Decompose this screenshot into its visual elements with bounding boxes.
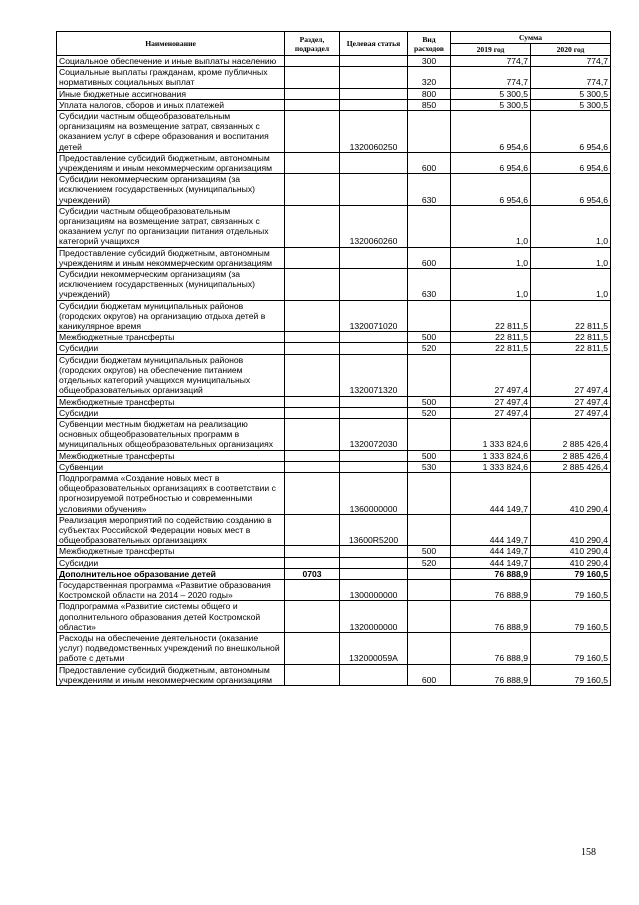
cell-2019: 1 333 824,6 <box>451 418 531 450</box>
cell-name: Социальные выплаты гражданам, кроме публичных нормативных социальных выплат <box>57 67 285 88</box>
cell-2020: 1,0 <box>531 247 611 268</box>
cell-kind: 500 <box>408 546 451 557</box>
cell-2020: 410 290,4 <box>531 472 611 514</box>
cell-section <box>285 343 340 354</box>
cell-target <box>340 396 408 407</box>
cell-kind: 530 <box>408 461 451 472</box>
cell-2019: 22 811,5 <box>451 343 531 354</box>
cell-2020: 1,0 <box>531 269 611 301</box>
cell-name: Подпрограмма «Развитие системы общего и дополнительного образования детей Костромской области» <box>57 601 285 633</box>
cell-name: Социальное обеспечение и иные выплаты населению <box>57 56 285 67</box>
table-row <box>57 568 611 579</box>
cell-2020: 27 497,4 <box>531 407 611 418</box>
cell-2019: 76 888,9 <box>451 632 531 664</box>
cell-name: Межбюджетные трансферты <box>57 546 285 557</box>
cell-name: Субвенции местным бюджетам на реализацию основных общеобразовательных программ в муниципальных общеобразовательных организациях <box>57 418 285 450</box>
cell-target <box>340 546 408 557</box>
cell-target <box>340 56 408 67</box>
cell-2020: 22 811,5 <box>531 343 611 354</box>
cell-kind: 520 <box>408 343 451 354</box>
table-row <box>57 461 611 472</box>
cell-kind: 500 <box>408 332 451 343</box>
cell-2019: 1 333 824,6 <box>451 450 531 461</box>
table-row <box>57 88 611 99</box>
cell-kind: 800 <box>408 88 451 99</box>
cell-section <box>285 88 340 99</box>
cell-kind <box>408 601 451 633</box>
cell-section <box>285 300 340 332</box>
table-row <box>57 557 611 568</box>
cell-target: 1300000000 <box>340 579 408 600</box>
cell-2020: 79 160,5 <box>531 601 611 633</box>
cell-2019: 5 300,5 <box>451 99 531 110</box>
cell-name: Предоставление субсидий бюджетным, автономным учреждениям и иным некоммерческим организациям <box>57 247 285 268</box>
table-row <box>57 418 611 450</box>
cell-section: 0703 <box>285 568 340 579</box>
cell-name: Расходы на обеспечение деятельности (оказание услуг) подведомственных учреждений по внешкольной работе с детьми <box>57 632 285 664</box>
cell-section <box>285 601 340 633</box>
cell-target <box>340 407 408 418</box>
cell-target <box>340 664 408 685</box>
cell-2020: 1,0 <box>531 205 611 247</box>
table-row <box>57 152 611 173</box>
cell-target <box>340 269 408 301</box>
cell-name: Уплата налогов, сборов и иных платежей <box>57 99 285 110</box>
cell-name: Дополнительное образование детей <box>57 568 285 579</box>
cell-2020: 22 811,5 <box>531 332 611 343</box>
cell-name: Предоставление субсидий бюджетным, автономным учреждениям и иным некоммерческим организациям <box>57 664 285 685</box>
cell-kind: 600 <box>408 152 451 173</box>
cell-target: 1320071320 <box>340 354 408 396</box>
cell-section <box>285 546 340 557</box>
cell-2019: 27 497,4 <box>451 354 531 396</box>
cell-section <box>285 332 340 343</box>
cell-target: 132000059А <box>340 632 408 664</box>
cell-2020: 27 497,4 <box>531 354 611 396</box>
cell-kind: 320 <box>408 67 451 88</box>
cell-kind: 600 <box>408 247 451 268</box>
cell-target: 1320000000 <box>340 601 408 633</box>
cell-section <box>285 174 340 206</box>
cell-2019: 6 954,6 <box>451 152 531 173</box>
cell-kind: 520 <box>408 557 451 568</box>
cell-section <box>285 247 340 268</box>
table-row <box>57 99 611 110</box>
cell-name: Субвенции <box>57 461 285 472</box>
cell-section <box>285 111 340 153</box>
table-row <box>57 332 611 343</box>
cell-2020: 410 290,4 <box>531 546 611 557</box>
cell-2020: 79 160,5 <box>531 664 611 685</box>
cell-kind <box>408 632 451 664</box>
cell-section <box>285 557 340 568</box>
cell-name: Межбюджетные трансферты <box>57 450 285 461</box>
cell-kind: 500 <box>408 450 451 461</box>
cell-2020: 2 885 426,4 <box>531 461 611 472</box>
cell-2020: 22 811,5 <box>531 300 611 332</box>
table-row <box>57 67 611 88</box>
cell-2020: 2 885 426,4 <box>531 418 611 450</box>
cell-target: 13600R5200 <box>340 514 408 546</box>
header-target: Целевая статья <box>340 32 408 56</box>
cell-2019: 774,7 <box>451 67 531 88</box>
cell-2019: 76 888,9 <box>451 664 531 685</box>
cell-2019: 1 333 824,6 <box>451 461 531 472</box>
cell-target <box>340 247 408 268</box>
cell-target <box>340 343 408 354</box>
table-row <box>57 269 611 301</box>
cell-name: Субсидии бюджетам муниципальных районов (городских округов) на обеспечение питанием отдельных категорий учащихся муниципальных общеобразовательных организаций <box>57 354 285 396</box>
cell-section <box>285 67 340 88</box>
cell-target: 1360000000 <box>340 472 408 514</box>
cell-target <box>340 568 408 579</box>
cell-name: Межбюджетные трансферты <box>57 396 285 407</box>
table-row <box>57 300 611 332</box>
cell-name: Субсидии бюджетам муниципальных районов (городских округов) на организацию отдыха детей в каникулярное время <box>57 300 285 332</box>
header-year-2019: 2019 год <box>451 44 531 56</box>
cell-2020: 6 954,6 <box>531 111 611 153</box>
header-sum: Сумма <box>451 32 611 44</box>
cell-2019: 27 497,4 <box>451 407 531 418</box>
cell-target <box>340 88 408 99</box>
cell-name: Реализация мероприятий по содействию созданию в субъектах Российской Федерации новых мест в общеобразовательных организациях <box>57 514 285 546</box>
cell-2020: 79 160,5 <box>531 632 611 664</box>
cell-kind: 520 <box>408 407 451 418</box>
cell-2019: 6 954,6 <box>451 111 531 153</box>
cell-kind: 300 <box>408 56 451 67</box>
cell-kind <box>408 514 451 546</box>
cell-section <box>285 99 340 110</box>
cell-target <box>340 450 408 461</box>
table-row <box>57 514 611 546</box>
cell-2020: 774,7 <box>531 67 611 88</box>
cell-target <box>340 174 408 206</box>
table-row <box>57 450 611 461</box>
table-row <box>57 546 611 557</box>
cell-name: Государственная программа «Развитие образования Костромской области на 2014 – 2020 годы» <box>57 579 285 600</box>
cell-2019: 27 497,4 <box>451 396 531 407</box>
cell-section <box>285 664 340 685</box>
table-row <box>57 407 611 418</box>
table-row <box>57 354 611 396</box>
cell-2020: 410 290,4 <box>531 514 611 546</box>
cell-kind: 600 <box>408 664 451 685</box>
cell-2019: 76 888,9 <box>451 568 531 579</box>
cell-kind <box>408 418 451 450</box>
cell-kind <box>408 354 451 396</box>
cell-2019: 6 954,6 <box>451 174 531 206</box>
cell-section <box>285 354 340 396</box>
header-kind: Вид расходов <box>408 32 451 56</box>
table-header <box>57 32 611 56</box>
table-row <box>57 664 611 685</box>
cell-kind <box>408 300 451 332</box>
budget-table <box>56 31 611 686</box>
cell-2020: 79 160,5 <box>531 579 611 600</box>
cell-section <box>285 56 340 67</box>
cell-name: Субсидии некоммерческим организациям (за исключением государственных (муниципальных) учреждений) <box>57 174 285 206</box>
cell-kind: 630 <box>408 174 451 206</box>
cell-target: 1320060250 <box>340 111 408 153</box>
cell-section <box>285 579 340 600</box>
table-body <box>57 56 611 686</box>
cell-name: Подпрограмма «Создание новых мест в общеобразовательных организациях в соответствии с прогнозируемой потребностью и современными условиями обучения» <box>57 472 285 514</box>
cell-section <box>285 152 340 173</box>
cell-2020: 79 160,5 <box>531 568 611 579</box>
cell-2019: 22 811,5 <box>451 332 531 343</box>
table-row <box>57 205 611 247</box>
cell-2019: 444 149,7 <box>451 514 531 546</box>
cell-kind <box>408 111 451 153</box>
cell-2019: 444 149,7 <box>451 557 531 568</box>
cell-2020: 6 954,6 <box>531 152 611 173</box>
cell-name: Межбюджетные трансферты <box>57 332 285 343</box>
cell-section <box>285 632 340 664</box>
cell-2019: 76 888,9 <box>451 601 531 633</box>
cell-2020: 774,7 <box>531 56 611 67</box>
cell-target <box>340 557 408 568</box>
cell-section <box>285 450 340 461</box>
cell-name: Субсидии <box>57 343 285 354</box>
cell-target: 1320072030 <box>340 418 408 450</box>
cell-kind <box>408 568 451 579</box>
cell-name: Субсидии частным общеобразовательным организациям на возмещение затрат, связанных с оказанием услуг в сфере образования и воспитания детей <box>57 111 285 153</box>
cell-section <box>285 472 340 514</box>
cell-name: Предоставление субсидий бюджетным, автономным учреждениям и иным некоммерческим организациям <box>57 152 285 173</box>
cell-name: Иные бюджетные ассигнования <box>57 88 285 99</box>
cell-2019: 5 300,5 <box>451 88 531 99</box>
cell-kind: 500 <box>408 396 451 407</box>
cell-2019: 774,7 <box>451 56 531 67</box>
cell-2019: 1,0 <box>451 247 531 268</box>
cell-2020: 5 300,5 <box>531 99 611 110</box>
table-row <box>57 632 611 664</box>
cell-name: Субсидии <box>57 557 285 568</box>
cell-section <box>285 461 340 472</box>
cell-section <box>285 269 340 301</box>
cell-kind: 850 <box>408 99 451 110</box>
table-row <box>57 56 611 67</box>
cell-2020: 6 954,6 <box>531 174 611 206</box>
cell-2020: 410 290,4 <box>531 557 611 568</box>
table-row <box>57 472 611 514</box>
cell-kind: 630 <box>408 269 451 301</box>
cell-target <box>340 67 408 88</box>
table-row <box>57 111 611 153</box>
cell-2020: 5 300,5 <box>531 88 611 99</box>
table-row <box>57 174 611 206</box>
cell-2020: 27 497,4 <box>531 396 611 407</box>
cell-kind <box>408 205 451 247</box>
cell-2019: 1,0 <box>451 205 531 247</box>
cell-2020: 2 885 426,4 <box>531 450 611 461</box>
header-section: Раздел, подраздел <box>285 32 340 56</box>
cell-section <box>285 396 340 407</box>
cell-section <box>285 418 340 450</box>
budget-sheet <box>56 31 610 686</box>
cell-kind <box>408 472 451 514</box>
table-row <box>57 247 611 268</box>
cell-target <box>340 152 408 173</box>
cell-target <box>340 332 408 343</box>
cell-section <box>285 205 340 247</box>
table-row <box>57 579 611 600</box>
cell-2019: 22 811,5 <box>451 300 531 332</box>
cell-name: Субсидии <box>57 407 285 418</box>
cell-2019: 76 888,9 <box>451 579 531 600</box>
cell-target <box>340 99 408 110</box>
table-row <box>57 396 611 407</box>
cell-section <box>285 407 340 418</box>
header-name: Наименование <box>57 32 285 56</box>
page-number: 158 <box>581 847 596 858</box>
cell-target: 1320071020 <box>340 300 408 332</box>
cell-2019: 1,0 <box>451 269 531 301</box>
header-year-2020: 2020 год <box>531 44 611 56</box>
table-row <box>57 601 611 633</box>
cell-2019: 444 149,7 <box>451 546 531 557</box>
cell-2019: 444 149,7 <box>451 472 531 514</box>
cell-name: Субсидии некоммерческим организациям (за исключением государственных (муниципальных) учреждений) <box>57 269 285 301</box>
cell-kind <box>408 579 451 600</box>
cell-target: 1320060260 <box>340 205 408 247</box>
table-row <box>57 343 611 354</box>
cell-target <box>340 461 408 472</box>
cell-name: Субсидии частным общеобразовательным организациям на возмещение затрат, связанных с оказанием услуг по организации питания отдельных категорий учащихся <box>57 205 285 247</box>
cell-section <box>285 514 340 546</box>
